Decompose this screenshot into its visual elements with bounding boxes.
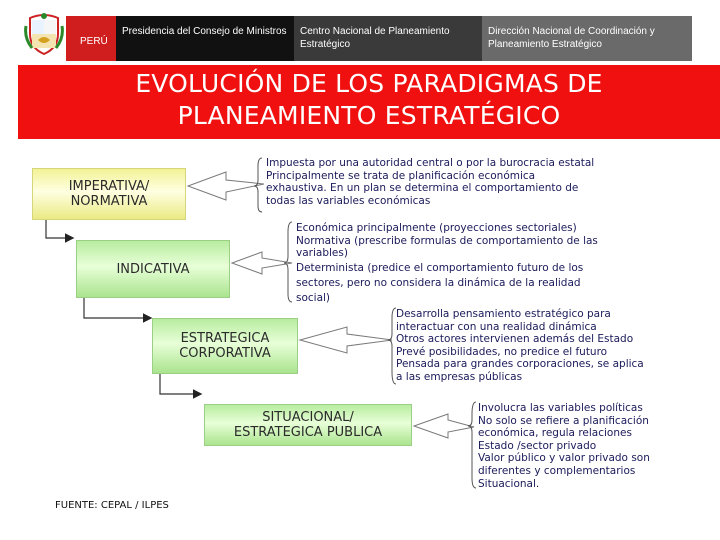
- description-line: Estado /sector privado: [478, 439, 597, 452]
- description-line: No solo se refiere a planificación: [478, 414, 649, 427]
- paradigm-description-situacional: [478, 402, 650, 490]
- pointer-arrow-4: [414, 414, 474, 438]
- description-line: social): [296, 291, 331, 304]
- description-line: Económica principalmente (proyecciones sectoriales): [296, 222, 577, 234]
- step-arrow-2: [84, 298, 150, 318]
- description-line: Normativa (prescribe formulas de comportamiento de las: [296, 234, 598, 247]
- title-line-2: PLANEAMIENTO ESTRATÉGICO: [177, 101, 561, 130]
- description-line: Determinista (predice el comportamiento futuro de los: [296, 261, 584, 274]
- title-line-1: EVOLUCIÓN DE LOS PARADIGMAS DE: [135, 69, 603, 98]
- pointer-arrow-1: [188, 172, 264, 200]
- paradigm-description-indicativa: [296, 222, 598, 305]
- description-line: variables): [296, 247, 348, 260]
- description-line: económica, regula relaciones: [478, 427, 632, 440]
- description-line: Situacional.: [478, 477, 540, 490]
- description-line: Pensada para grandes corporaciones, se aplica: [396, 358, 644, 371]
- step-arrow-1: [46, 220, 72, 238]
- org-pcm-label: Presidencia del Consejo de Ministros: [116, 16, 294, 61]
- org-direction-label: Dirección Nacional de Coordinación y Planeamiento Estratégico: [482, 16, 692, 61]
- paradigm-label: NORMATIVA: [70, 194, 148, 209]
- description-line: exhaustiva. En un plan se determina el comportamiento de: [266, 182, 579, 195]
- paradigm-label: CORPORATIVA: [179, 346, 271, 361]
- description-line: Prevé posibilidades, no predice el futuro: [396, 345, 608, 358]
- description-line: Otros actores intervienen además del Estado: [396, 333, 634, 346]
- paradigm-description-estrategica-corporativa: [396, 308, 644, 384]
- description-line: sectores, pero no considera la dinámica de la realidad: [296, 277, 581, 290]
- paradigm-label: ESTRATEGICA: [180, 331, 270, 346]
- paradigm-box-imperativa: [32, 168, 186, 220]
- description-line: Principalmente se trata de planificación económica: [266, 169, 536, 182]
- description-line: a las empresas públicas: [396, 370, 523, 383]
- source-note: FUENTE: CEPAL / ILPES: [55, 500, 169, 511]
- description-line: Impuesta por una autoridad central o por la burocracia estatal: [266, 157, 595, 169]
- paradigm-label: IMPERATIVA/: [68, 179, 150, 194]
- org-ceplan-label: Centro Nacional de Planeamiento Estratégico: [294, 16, 482, 61]
- description-line: Involucra las variables políticas: [478, 402, 643, 414]
- step-arrow-3: [160, 374, 200, 394]
- paradigm-label: SITUACIONAL/: [262, 410, 354, 425]
- brace-3: [388, 308, 396, 384]
- description-line: interactuar con una realidad dinámica: [396, 320, 597, 333]
- description-line: todas las variables económicas: [266, 194, 431, 207]
- paradigm-box-situacional: [204, 404, 412, 446]
- paradigm-label: INDICATIVA: [116, 261, 190, 277]
- description-line: diferentes y complementarios: [478, 464, 636, 477]
- paradigm-description-imperativa: [266, 157, 594, 207]
- pointer-arrow-2: [232, 252, 292, 274]
- description-line: Valor público y valor privado son: [478, 452, 650, 465]
- paradigm-box-estrategica-corporativa: [152, 318, 298, 374]
- paradigm-box-indicativa: [76, 240, 230, 298]
- pointer-arrow-3: [300, 327, 392, 353]
- brace-4: [468, 402, 476, 488]
- paradigm-label: ESTRATEGICA PUBLICA: [233, 425, 383, 440]
- country-label: PERÚ: [66, 16, 116, 61]
- description-line: Desarrolla pensamiento estratégico para: [396, 308, 611, 320]
